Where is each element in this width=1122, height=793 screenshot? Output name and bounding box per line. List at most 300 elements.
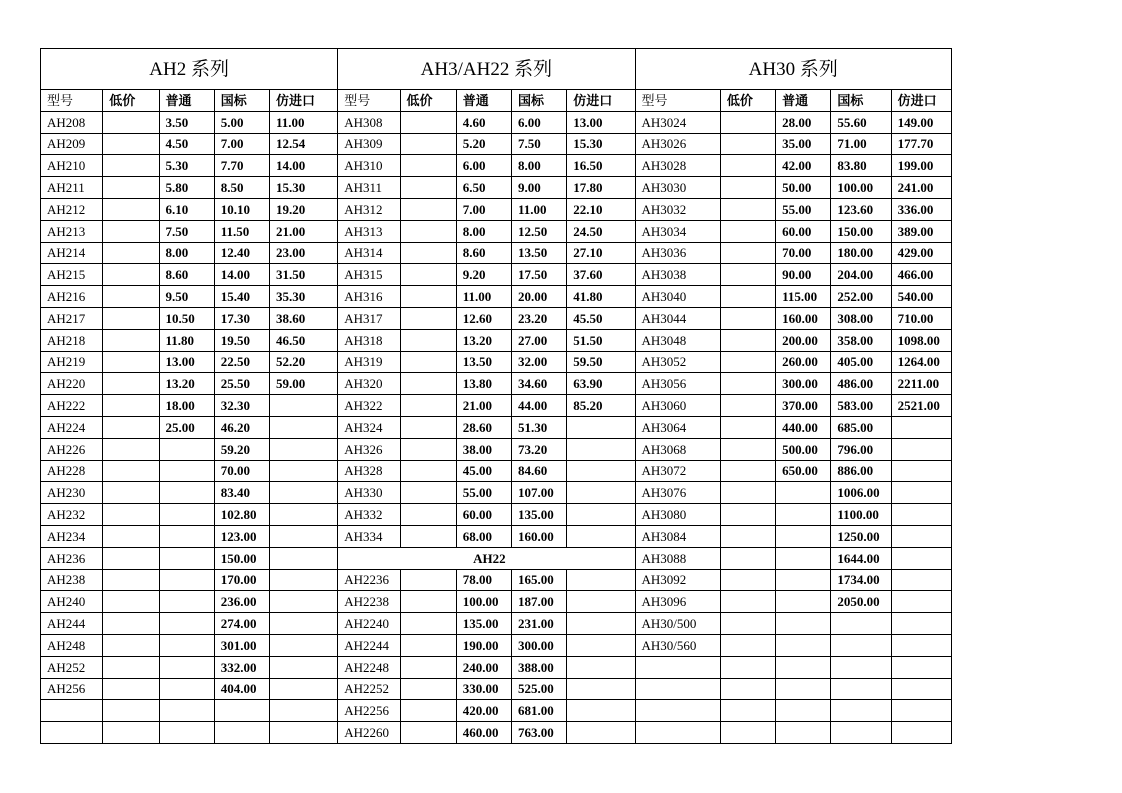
cell-normal — [776, 569, 831, 591]
table-row — [41, 678, 952, 700]
cell-national: 5.00 — [214, 111, 269, 133]
cell-low — [103, 547, 159, 569]
cell-model: AH230 — [41, 482, 103, 504]
cell-low — [103, 722, 159, 744]
cell-normal: 68.00 — [456, 525, 511, 547]
cell-model: AH318 — [338, 329, 400, 351]
cell-national: 44.00 — [511, 395, 566, 417]
cell-national: 100.00 — [831, 177, 891, 199]
cell-normal — [159, 634, 214, 656]
cell-imported — [269, 569, 337, 591]
cell-normal: 25.00 — [159, 416, 214, 438]
cell-normal: 28.00 — [776, 111, 831, 133]
cell-model: AH3040 — [635, 286, 720, 308]
cell-imported — [891, 613, 951, 635]
cell-national: 525.00 — [511, 678, 566, 700]
cell-imported — [567, 700, 635, 722]
cell-imported: 19.20 — [269, 198, 337, 220]
cell-normal: 38.00 — [456, 438, 511, 460]
cell-low — [400, 591, 456, 613]
cell-model: AH3080 — [635, 504, 720, 526]
cell-normal: 21.00 — [456, 395, 511, 417]
cell-national: 231.00 — [511, 613, 566, 635]
table-row — [41, 547, 952, 569]
cell-normal: 4.60 — [456, 111, 511, 133]
table-row — [41, 286, 952, 308]
cell-national: 6.00 — [511, 111, 566, 133]
cell-model: AH228 — [41, 460, 103, 482]
cell-imported — [269, 416, 337, 438]
cell-normal — [159, 525, 214, 547]
cell-imported — [567, 722, 635, 744]
table-row — [41, 569, 952, 591]
cell-imported: 389.00 — [891, 220, 951, 242]
cell-low — [103, 460, 159, 482]
cell-national: 22.50 — [214, 351, 269, 373]
cell-national: 8.50 — [214, 177, 269, 199]
cell-low — [720, 634, 775, 656]
cell-normal — [159, 438, 214, 460]
cell-low — [720, 613, 775, 635]
cell-imported: 1264.00 — [891, 351, 951, 373]
cell-national: 15.40 — [214, 286, 269, 308]
cell-low — [720, 220, 775, 242]
cell-imported — [891, 460, 951, 482]
cell-national: 123.60 — [831, 198, 891, 220]
cell-normal: 11.00 — [456, 286, 511, 308]
cell-model — [41, 722, 103, 744]
cell-low — [103, 155, 159, 177]
cell-model: AH218 — [41, 329, 103, 351]
cell-model: AH2238 — [338, 591, 400, 613]
cell-model: AH238 — [41, 569, 103, 591]
cell-low — [400, 307, 456, 329]
cell-normal: 13.00 — [159, 351, 214, 373]
cell-imported: 1098.00 — [891, 329, 951, 351]
cell-imported: 2521.00 — [891, 395, 951, 417]
cell-imported — [567, 525, 635, 547]
cell-low — [103, 351, 159, 373]
cell-model: AH2244 — [338, 634, 400, 656]
header-model: 型号 — [338, 90, 400, 112]
cell-model: AH311 — [338, 177, 400, 199]
cell-national: 486.00 — [831, 373, 891, 395]
cell-imported — [891, 504, 951, 526]
cell-normal: 260.00 — [776, 351, 831, 373]
cell-imported: 24.50 — [567, 220, 635, 242]
cell-national: 358.00 — [831, 329, 891, 351]
cell-model: AH236 — [41, 547, 103, 569]
cell-low — [103, 242, 159, 264]
cell-national: 46.20 — [214, 416, 269, 438]
cell-imported — [269, 613, 337, 635]
cell-normal: 330.00 — [456, 678, 511, 700]
cell-imported — [567, 504, 635, 526]
cell-model: AH2240 — [338, 613, 400, 635]
cell-normal: 12.60 — [456, 307, 511, 329]
cell-model: AH3088 — [635, 547, 720, 569]
table-row — [41, 111, 952, 133]
cell-low — [720, 242, 775, 264]
cell-low — [103, 416, 159, 438]
cell-imported — [891, 700, 951, 722]
cell-normal — [776, 722, 831, 744]
cell-low — [720, 395, 775, 417]
table-row — [41, 700, 952, 722]
cell-model: AH334 — [338, 525, 400, 547]
cell-national: 8.00 — [511, 155, 566, 177]
cell-imported: 14.00 — [269, 155, 337, 177]
cell-normal: 28.60 — [456, 416, 511, 438]
cell-imported — [269, 525, 337, 547]
cell-imported — [567, 438, 635, 460]
cell-low — [400, 722, 456, 744]
cell-model: AH226 — [41, 438, 103, 460]
cell-normal: 6.00 — [456, 155, 511, 177]
cell-national: 12.50 — [511, 220, 566, 242]
cell-model: AH215 — [41, 264, 103, 286]
cell-normal: 6.10 — [159, 198, 214, 220]
cell-model: AH317 — [338, 307, 400, 329]
cell-normal — [159, 678, 214, 700]
cell-normal: 190.00 — [456, 634, 511, 656]
cell-national: 135.00 — [511, 504, 566, 526]
cell-low — [400, 656, 456, 678]
cell-national — [831, 613, 891, 635]
cell-imported: 59.50 — [567, 351, 635, 373]
cell-model: AH214 — [41, 242, 103, 264]
cell-imported — [567, 416, 635, 438]
cell-model: AH326 — [338, 438, 400, 460]
cell-low — [103, 198, 159, 220]
cell-national: 1100.00 — [831, 504, 891, 526]
cell-normal: 7.50 — [159, 220, 214, 242]
cell-model: AH332 — [338, 504, 400, 526]
cell-normal: 500.00 — [776, 438, 831, 460]
header-imported: 仿进口 — [567, 90, 635, 112]
cell-normal: 60.00 — [776, 220, 831, 242]
cell-national: 59.20 — [214, 438, 269, 460]
cell-model: AH3052 — [635, 351, 720, 373]
cell-normal: 55.00 — [776, 198, 831, 220]
table-row — [41, 155, 952, 177]
cell-low — [720, 286, 775, 308]
cell-normal: 420.00 — [456, 700, 511, 722]
cell-normal — [159, 700, 214, 722]
cell-imported: 149.00 — [891, 111, 951, 133]
cell-model: AH212 — [41, 198, 103, 220]
cell-imported: 23.00 — [269, 242, 337, 264]
cell-normal: 100.00 — [456, 591, 511, 613]
table-row — [41, 329, 952, 351]
cell-low — [720, 133, 775, 155]
cell-model: AH248 — [41, 634, 103, 656]
cell-national — [214, 722, 269, 744]
cell-normal: 42.00 — [776, 155, 831, 177]
cell-model: AH309 — [338, 133, 400, 155]
cell-national: 252.00 — [831, 286, 891, 308]
cell-low — [720, 111, 775, 133]
cell-imported — [567, 678, 635, 700]
cell-model: AH315 — [338, 264, 400, 286]
cell-normal — [159, 613, 214, 635]
cell-low — [103, 656, 159, 678]
cell-national: 300.00 — [511, 634, 566, 656]
cell-imported — [269, 700, 337, 722]
table-row — [41, 242, 952, 264]
cell-normal: 650.00 — [776, 460, 831, 482]
cell-normal — [776, 504, 831, 526]
cell-national: 160.00 — [511, 525, 566, 547]
cell-imported: 59.00 — [269, 373, 337, 395]
cell-national: 763.00 — [511, 722, 566, 744]
cell-national: 681.00 — [511, 700, 566, 722]
cell-normal: 8.00 — [159, 242, 214, 264]
header-low: 低价 — [400, 90, 456, 112]
cell-national: 150.00 — [831, 220, 891, 242]
cell-model: AH3032 — [635, 198, 720, 220]
cell-normal: 4.50 — [159, 133, 214, 155]
cell-national: 20.00 — [511, 286, 566, 308]
cell-imported — [269, 634, 337, 656]
series-title-row — [41, 49, 952, 90]
cell-low — [720, 656, 775, 678]
table-row — [41, 591, 952, 613]
cell-national: 27.00 — [511, 329, 566, 351]
cell-normal: 13.20 — [456, 329, 511, 351]
cell-imported — [891, 438, 951, 460]
cell-normal: 9.50 — [159, 286, 214, 308]
cell-low — [720, 373, 775, 395]
cell-imported: 199.00 — [891, 155, 951, 177]
cell-imported — [891, 656, 951, 678]
subheader-ah22: AH22 — [338, 547, 635, 569]
cell-national: 17.50 — [511, 264, 566, 286]
cell-low — [720, 264, 775, 286]
cell-low — [720, 700, 775, 722]
cell-low — [400, 155, 456, 177]
cell-low — [720, 547, 775, 569]
table-row — [41, 460, 952, 482]
cell-normal: 115.00 — [776, 286, 831, 308]
cell-national: 73.20 — [511, 438, 566, 460]
header-low: 低价 — [720, 90, 775, 112]
cell-model: AH310 — [338, 155, 400, 177]
cell-model — [635, 722, 720, 744]
cell-model: AH3076 — [635, 482, 720, 504]
cell-imported — [891, 569, 951, 591]
table-row — [41, 438, 952, 460]
cell-national: 236.00 — [214, 591, 269, 613]
cell-low — [400, 264, 456, 286]
cell-national: 404.00 — [214, 678, 269, 700]
cell-low — [720, 722, 775, 744]
cell-national: 25.50 — [214, 373, 269, 395]
cell-national: 301.00 — [214, 634, 269, 656]
table-row — [41, 198, 952, 220]
cell-low — [400, 700, 456, 722]
cell-model: AH2236 — [338, 569, 400, 591]
cell-normal — [159, 569, 214, 591]
cell-model: AH3060 — [635, 395, 720, 417]
cell-national: 23.20 — [511, 307, 566, 329]
cell-model: AH2248 — [338, 656, 400, 678]
table-row — [41, 525, 952, 547]
cell-model: AH3068 — [635, 438, 720, 460]
cell-model: AH3096 — [635, 591, 720, 613]
cell-low — [400, 460, 456, 482]
cell-national: 13.50 — [511, 242, 566, 264]
cell-normal: 11.80 — [159, 329, 214, 351]
price-table — [40, 48, 952, 744]
cell-normal: 45.00 — [456, 460, 511, 482]
cell-normal: 13.80 — [456, 373, 511, 395]
cell-normal: 200.00 — [776, 329, 831, 351]
cell-normal — [776, 591, 831, 613]
cell-national: 17.30 — [214, 307, 269, 329]
cell-national: 685.00 — [831, 416, 891, 438]
cell-imported: 52.20 — [269, 351, 337, 373]
cell-imported: 63.90 — [567, 373, 635, 395]
cell-normal: 7.00 — [456, 198, 511, 220]
cell-model: AH217 — [41, 307, 103, 329]
cell-national: 84.60 — [511, 460, 566, 482]
cell-low — [400, 177, 456, 199]
table-row — [41, 220, 952, 242]
cell-national: 51.30 — [511, 416, 566, 438]
cell-normal: 13.50 — [456, 351, 511, 373]
cell-imported: 13.00 — [567, 111, 635, 133]
cell-model: AH216 — [41, 286, 103, 308]
cell-normal: 90.00 — [776, 264, 831, 286]
cell-low — [103, 373, 159, 395]
cell-normal — [776, 482, 831, 504]
cell-normal — [776, 656, 831, 678]
cell-model: AH3024 — [635, 111, 720, 133]
cell-model: AH210 — [41, 155, 103, 177]
cell-national — [831, 678, 891, 700]
cell-model: AH30/500 — [635, 613, 720, 635]
cell-low — [720, 416, 775, 438]
cell-normal: 370.00 — [776, 395, 831, 417]
table-row — [41, 416, 952, 438]
cell-model: AH312 — [338, 198, 400, 220]
cell-imported — [269, 395, 337, 417]
cell-national: 1006.00 — [831, 482, 891, 504]
cell-model: AH224 — [41, 416, 103, 438]
cell-normal: 8.00 — [456, 220, 511, 242]
cell-model — [635, 700, 720, 722]
cell-low — [400, 525, 456, 547]
cell-low — [720, 569, 775, 591]
cell-model: AH3030 — [635, 177, 720, 199]
cell-low — [400, 482, 456, 504]
cell-model: AH2256 — [338, 700, 400, 722]
cell-national: 19.50 — [214, 329, 269, 351]
cell-national: 83.40 — [214, 482, 269, 504]
cell-model: AH2252 — [338, 678, 400, 700]
cell-normal — [159, 460, 214, 482]
cell-normal: 70.00 — [776, 242, 831, 264]
cell-low — [720, 329, 775, 351]
cell-normal — [159, 656, 214, 678]
table-row — [41, 613, 952, 635]
cell-imported: 41.80 — [567, 286, 635, 308]
cell-imported: 37.60 — [567, 264, 635, 286]
cell-low — [103, 329, 159, 351]
cell-normal: 5.20 — [456, 133, 511, 155]
cell-low — [720, 177, 775, 199]
cell-low — [400, 438, 456, 460]
cell-imported: 429.00 — [891, 242, 951, 264]
cell-national — [831, 634, 891, 656]
cell-national: 796.00 — [831, 438, 891, 460]
cell-imported — [269, 438, 337, 460]
cell-imported: 38.60 — [269, 307, 337, 329]
table-row — [41, 133, 952, 155]
cell-normal: 160.00 — [776, 307, 831, 329]
cell-normal: 13.20 — [159, 373, 214, 395]
cell-model: AH308 — [338, 111, 400, 133]
cell-normal: 135.00 — [456, 613, 511, 635]
table-row — [41, 504, 952, 526]
header-normal: 普通 — [776, 90, 831, 112]
cell-national — [831, 700, 891, 722]
cell-imported — [567, 613, 635, 635]
cell-model — [635, 656, 720, 678]
cell-national: 7.00 — [214, 133, 269, 155]
cell-model: AH3092 — [635, 569, 720, 591]
cell-low — [400, 133, 456, 155]
cell-low — [103, 220, 159, 242]
cell-model — [41, 700, 103, 722]
header-imported: 仿进口 — [269, 90, 337, 112]
table-row — [41, 482, 952, 504]
cell-imported — [269, 678, 337, 700]
cell-low — [720, 307, 775, 329]
cell-model: AH222 — [41, 395, 103, 417]
cell-model: AH330 — [338, 482, 400, 504]
cell-model: AH324 — [338, 416, 400, 438]
header-low: 低价 — [103, 90, 159, 112]
series-title-ah3-ah22: AH3/AH22 系列 — [338, 49, 635, 90]
cell-normal: 8.60 — [456, 242, 511, 264]
cell-low — [400, 351, 456, 373]
cell-imported — [269, 591, 337, 613]
cell-low — [400, 504, 456, 526]
cell-model: AH232 — [41, 504, 103, 526]
cell-imported — [567, 591, 635, 613]
cell-low — [103, 569, 159, 591]
cell-normal: 240.00 — [456, 656, 511, 678]
table-row — [41, 177, 952, 199]
cell-normal: 460.00 — [456, 722, 511, 744]
cell-model: AH319 — [338, 351, 400, 373]
cell-national: 274.00 — [214, 613, 269, 635]
cell-model — [635, 678, 720, 700]
cell-model: AH3036 — [635, 242, 720, 264]
table-row — [41, 307, 952, 329]
header-normal: 普通 — [456, 90, 511, 112]
cell-low — [720, 591, 775, 613]
cell-model: AH3034 — [635, 220, 720, 242]
cell-imported — [891, 678, 951, 700]
cell-model: AH213 — [41, 220, 103, 242]
cell-national: 1644.00 — [831, 547, 891, 569]
cell-national: 165.00 — [511, 569, 566, 591]
cell-low — [720, 460, 775, 482]
table-row — [41, 351, 952, 373]
